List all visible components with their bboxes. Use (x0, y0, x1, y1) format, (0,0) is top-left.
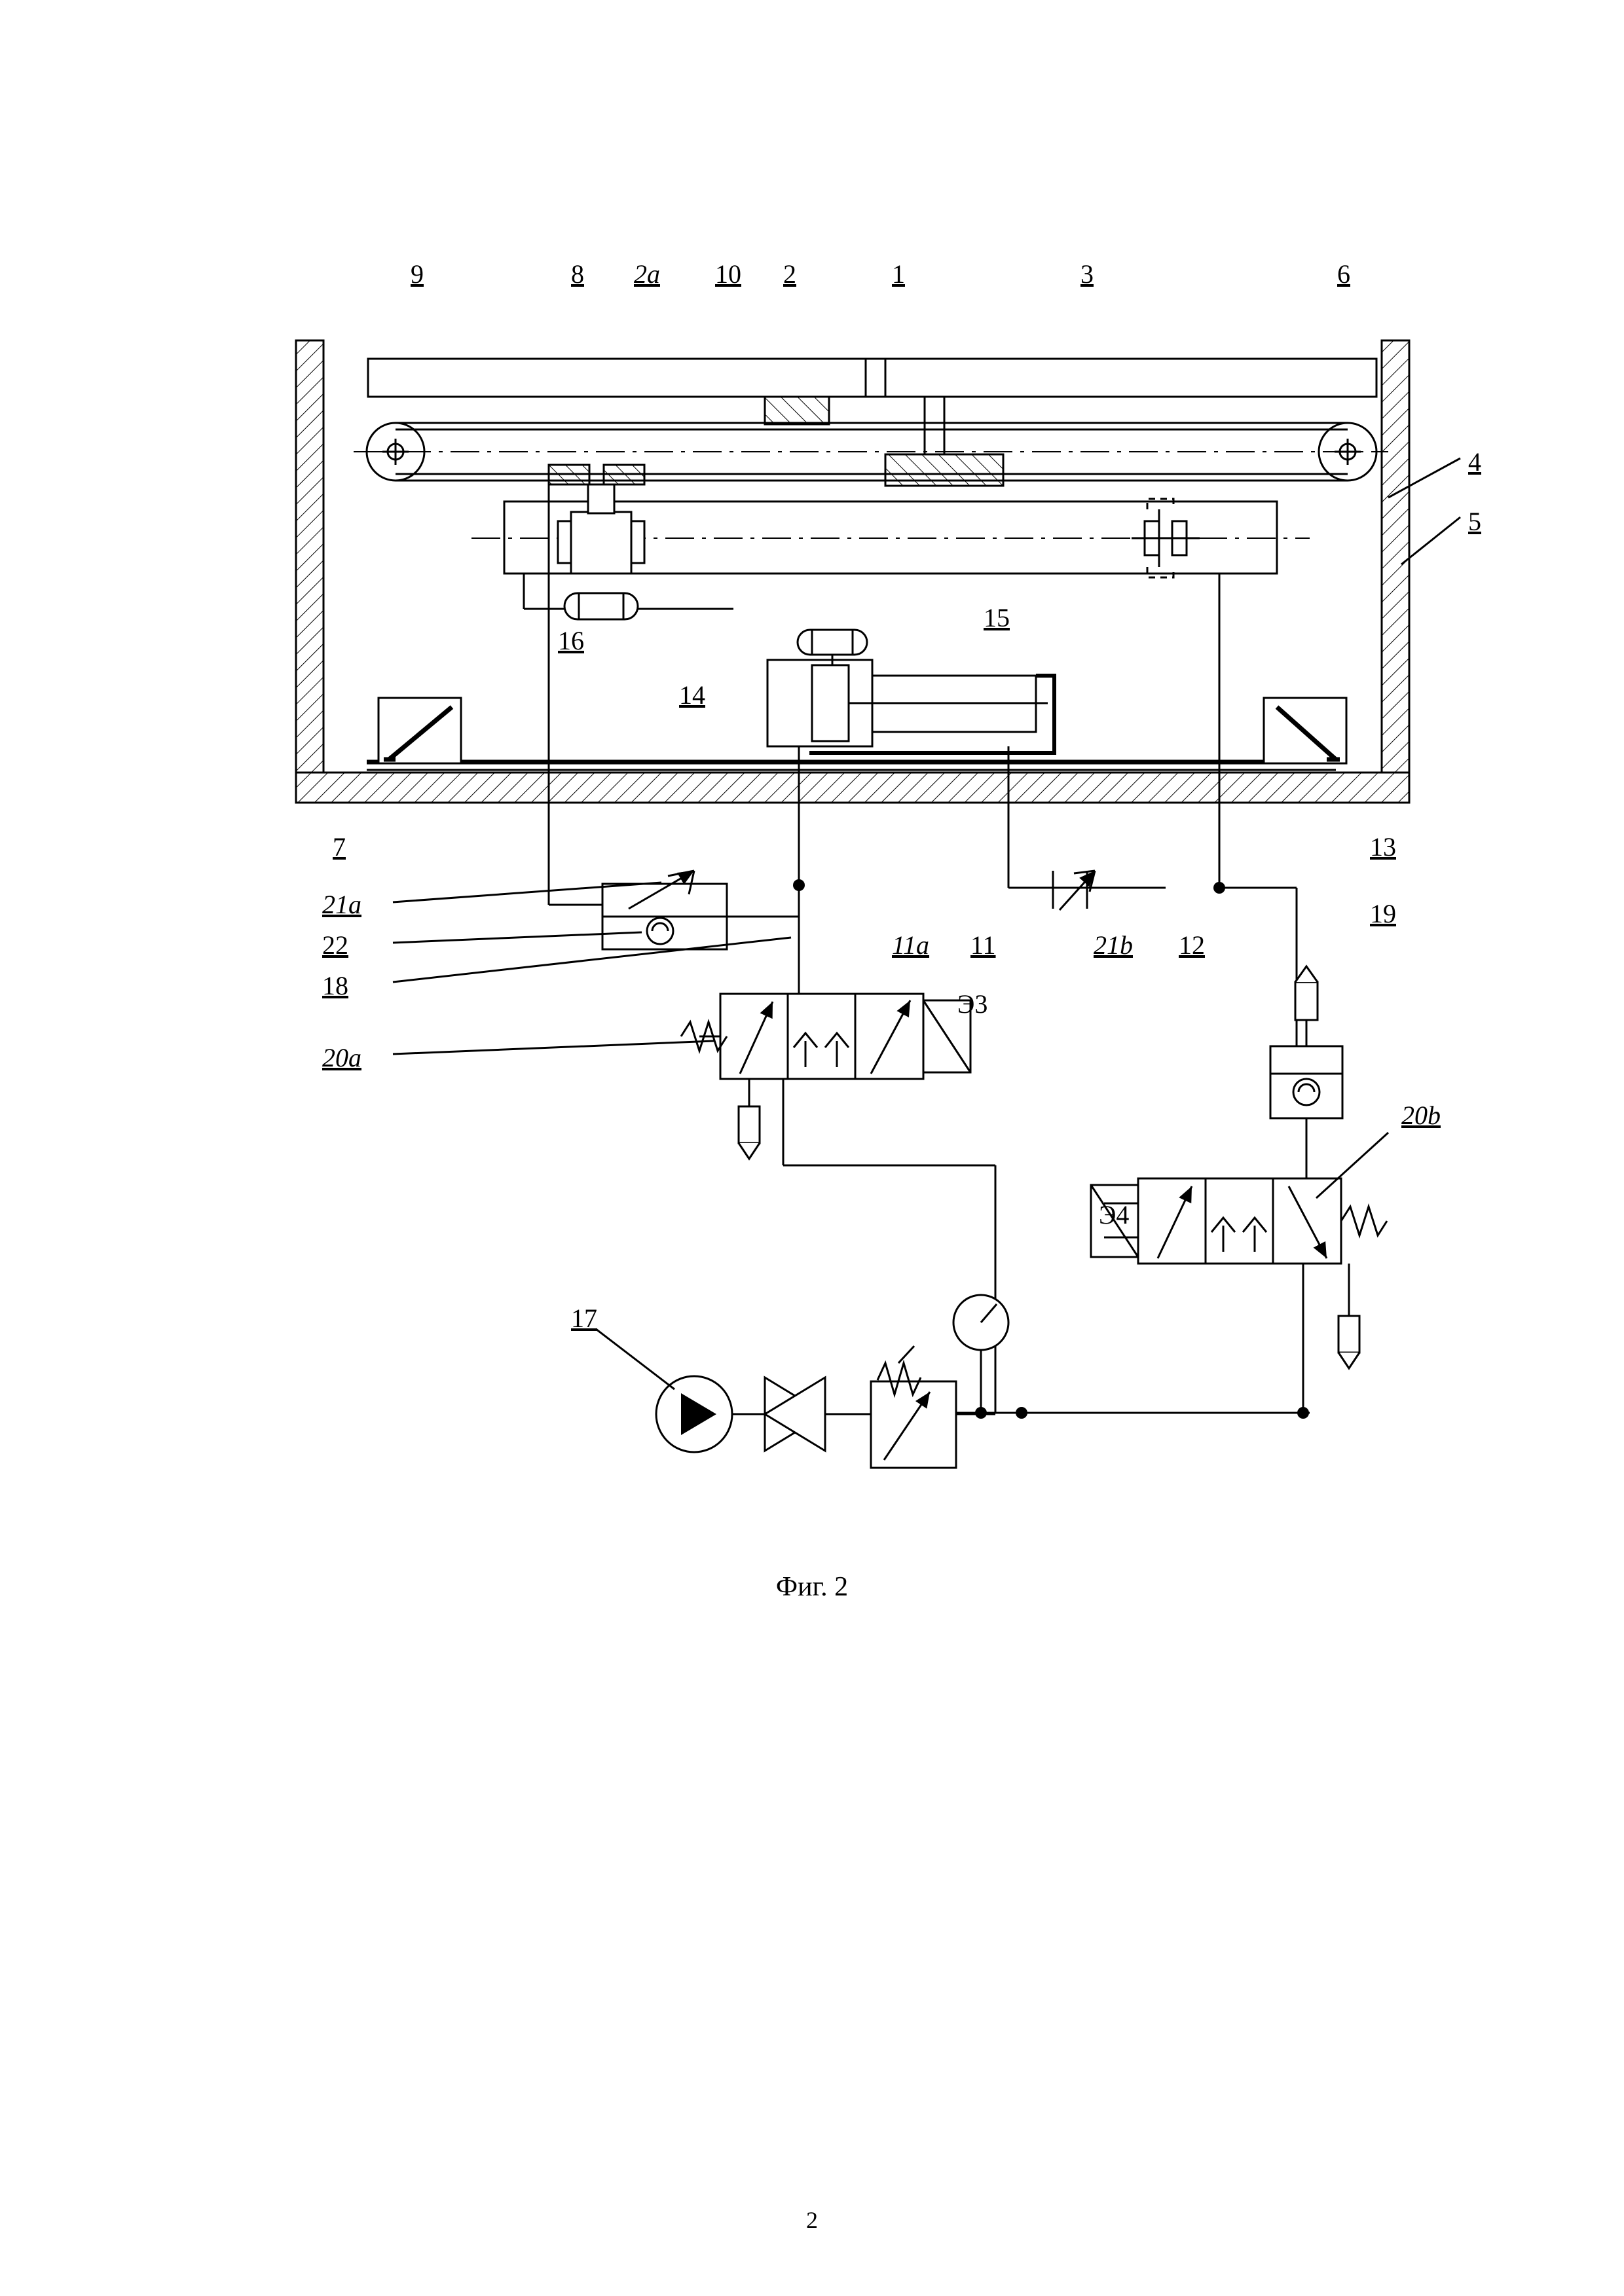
callout-14: 14 (679, 680, 705, 710)
page-number: 2 (806, 2207, 818, 2233)
callout-1: 1 (892, 259, 905, 289)
callout-2a: 2a (634, 259, 660, 289)
callout-9: 9 (411, 259, 424, 289)
callout-5: 5 (1468, 507, 1481, 536)
figure-caption: Фиг. 2 (775, 1572, 849, 1602)
callout-3: 3 (1080, 259, 1094, 289)
callout-17: 17 (571, 1303, 597, 1333)
callout-20b: 20b (1401, 1101, 1441, 1130)
callout-22: 22 (322, 930, 348, 960)
callout-21a: 21a (322, 890, 361, 919)
callout-19: 19 (1370, 899, 1396, 928)
callout-11: 11 (970, 930, 996, 960)
callout-15: 15 (984, 603, 1010, 632)
callout-21b: 21b (1094, 930, 1133, 960)
callout-18: 18 (322, 971, 348, 1000)
solenoid-label-e4: Э4 (1099, 1200, 1130, 1230)
callout-6: 6 (1337, 259, 1350, 289)
callout-7: 7 (333, 832, 346, 862)
callout-8: 8 (571, 259, 584, 289)
callout-11a: 11a (892, 930, 930, 960)
callout-20a: 20a (322, 1043, 361, 1072)
callout-13: 13 (1370, 832, 1396, 862)
callout-2: 2 (783, 259, 796, 289)
callout-10: 10 (715, 259, 741, 289)
callout-12: 12 (1179, 930, 1205, 960)
callout-16: 16 (558, 626, 584, 655)
solenoid-label-e3: Э3 (957, 989, 988, 1019)
callout-4: 4 (1468, 447, 1481, 477)
